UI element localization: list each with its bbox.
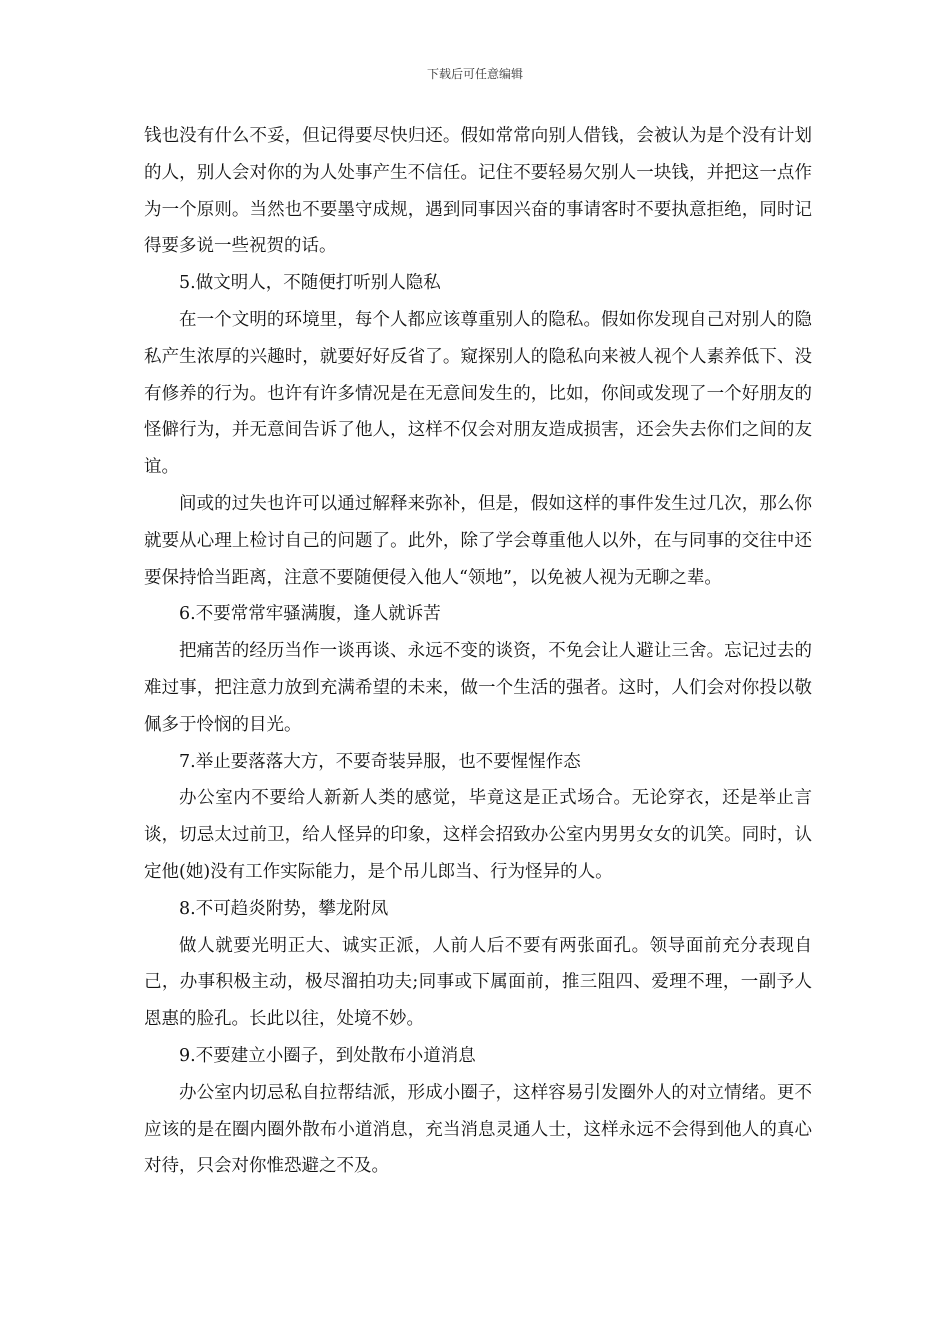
paragraph-continued: 钱也没有什么不妥，但记得要尽快归还。假如常常向别人借钱，会被认为是个没有计划的人，别人会对你的为人处事产生不信任。记住不要轻易欠别人一块钱，并把这一点作为一个原则。当然也不要墨守成规，遇到同事因兴奋的事请客时不要执意拒绝，同时记得要多说一些祝贺的话。: [144, 126, 812, 257]
document-body: [144, 118, 812, 1185]
paragraph-9: 办公室内切忌私自拉帮结派，形成小圈子，这样容易引发圈外人的对立情绪。更不应该的是在圈内圈外散布小道消息，充当消息灵通人士，这样永远不会得到他人的真心对待，只会对你惟恐避之不及。: [144, 1082, 812, 1177]
paragraph-8: 做人就要光明正大、诚实正派，人前人后不要有两张面孔。领导面前充分表现自己，办事积极主动，极尽溜拍功夫;同事或下属面前，推三阻四、爱理不理，一副予人恩惠的脸孔。长此以往，处境不妙。: [144, 935, 812, 1030]
section-heading-7: 7.举止要落落大方，不要奇装异服，也不要惺惺作态: [179, 751, 581, 772]
paragraph-7: 办公室内不要给人新新人类的感觉，毕竟这是正式场合。无论穿衣，还是举止言谈，切忌太过前卫，给人怪异的印象，这样会招致办公室内男男女女的讥笑。同时，认定他(她)没有工作实际能力，是个吊儿郎当、行为怪异的人。: [144, 788, 812, 882]
paragraph-5a: 在一个文明的环境里，每个人都应该尊重别人的隐私。假如你发现自己对别人的隐私产生浓厚的兴趣时，就要好好反省了。窥探别人的隐私向来被人视个人素养低下、没有修养的行为。也许有许多情况是在无意间发生的，比如，你间或发现了一个好朋友的怪僻行为，并无意间告诉了他人，这样不仅会对朋友造成损害，还会失去你们之间的友谊。: [144, 309, 812, 478]
section-heading-6: 6.不要常常牢骚满腹，逢人就诉苦: [179, 604, 441, 625]
section-heading-8: 8.不可趋炎附势，攀龙附凤: [179, 898, 389, 919]
paragraph-5b: 间或的过失也许可以通过解释来弥补，但是，假如这样的事件发生过几次，那么你就要从心理上检讨自己的问题了。此外，除了学会尊重他人以外，在与同事的交往中还要保持恰当距离，注意不要随便侵入他人“领地”，以免被人视为无聊之辈。: [144, 493, 812, 588]
page-header-note: 下载后可任意编辑: [426, 67, 523, 81]
section-heading-9: 9.不要建立小圈子，到处散布小道消息: [179, 1045, 476, 1066]
section-heading-5: 5.做文明人，不随便打听别人隐私: [179, 273, 441, 294]
paragraph-6: 把痛苦的经历当作一谈再谈、永远不变的谈资，不免会让人避让三舍。忘记过去的难过事，把注意力放到充满希望的未来，做一个生活的强者。这时，人们会对你投以敬佩多于怜悯的目光。: [144, 641, 812, 735]
